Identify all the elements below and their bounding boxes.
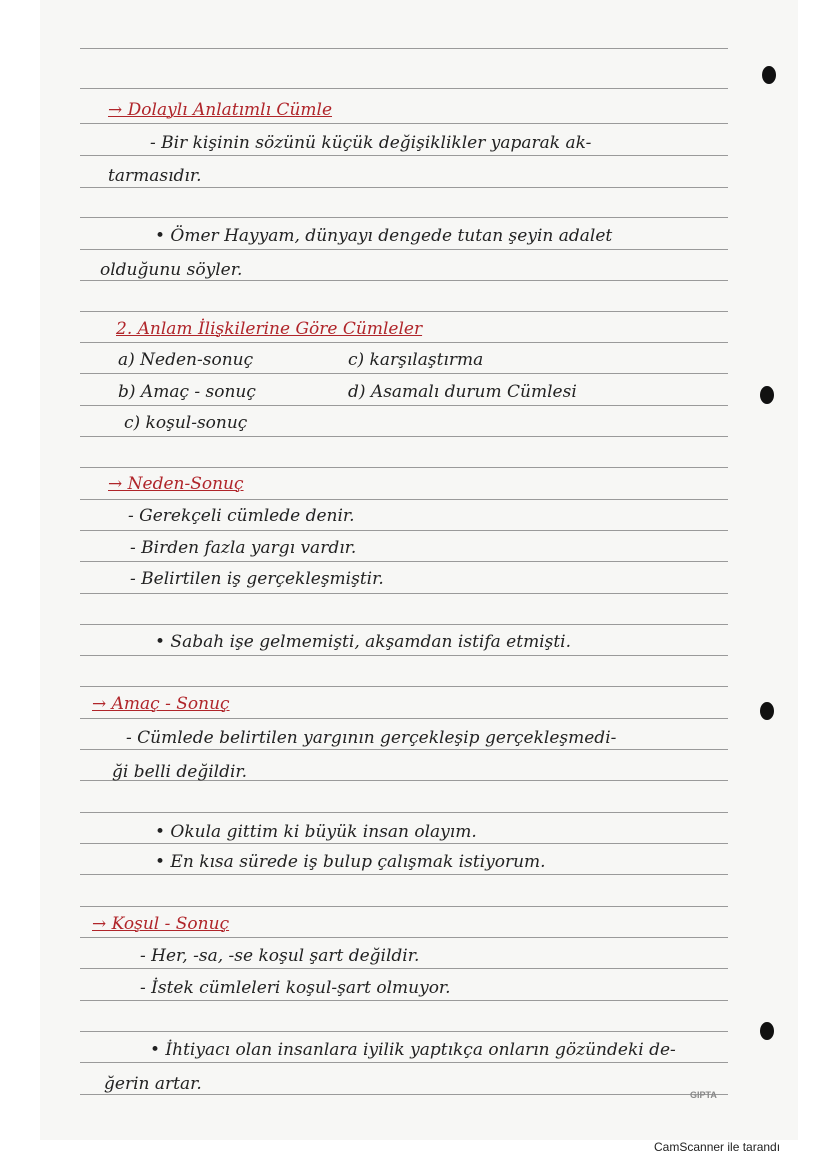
heading-neden-sonuc: → Neden-Sonuç	[108, 474, 244, 494]
list-item: d) Asamalı durum Cümlesi	[348, 382, 577, 402]
example-line: • Okula gittim ki büyük insan olayım.	[155, 822, 477, 842]
binder-hole	[760, 386, 774, 404]
ruled-line	[80, 48, 728, 49]
ruled-line	[80, 655, 728, 656]
ruled-line	[80, 624, 728, 625]
ruled-line	[80, 155, 728, 156]
ruled-line	[80, 311, 728, 312]
ruled-line	[80, 1094, 728, 1095]
ruled-line	[80, 843, 728, 844]
ruled-line	[80, 561, 728, 562]
scanner-footer: CamScanner ile tarandı	[654, 1140, 781, 1154]
ruled-line	[80, 749, 728, 750]
ruled-line	[80, 249, 728, 250]
ruled-line	[80, 88, 728, 89]
ruled-line	[80, 187, 728, 188]
ruled-line	[80, 686, 728, 687]
ruled-line	[80, 812, 728, 813]
ruled-line	[80, 373, 728, 374]
ruled-line	[80, 467, 728, 468]
note-line: - Birden fazla yargı vardır.	[130, 538, 357, 558]
ruled-line	[80, 530, 728, 531]
ruled-line	[80, 499, 728, 500]
note-line: - Cümlede belirtilen yargının gerçekleşip gerçekleşmedi-	[126, 728, 617, 748]
heading-anlam-iliskileri: 2. Anlam İlişkilerine Göre Cümleler	[116, 319, 423, 339]
note-line: - Her, -sa, -se koşul şart değildir.	[140, 946, 420, 966]
example-line: • Ömer Hayyam, dünyayı dengede tutan şeyin adalet	[155, 226, 613, 246]
heading-amac-sonuc: → Amaç - Sonuç	[92, 694, 230, 714]
example-line: olduğunu söyler.	[100, 260, 243, 280]
ruled-line	[80, 405, 728, 406]
heading-kosul-sonuc: → Koşul - Sonuç	[92, 914, 230, 934]
example-line: • En kısa sürede iş bulup çalışmak istiyorum.	[155, 852, 546, 872]
note-line: - İstek cümleleri koşul-şart olmuyor.	[140, 978, 451, 998]
list-item: c) karşılaştırma	[348, 350, 484, 370]
list-item: a) Neden-sonuç	[118, 350, 254, 370]
ruled-line	[80, 968, 728, 969]
example-line: • Sabah işe gelmemişti, akşamdan istifa etmişti.	[155, 632, 572, 652]
ruled-line	[80, 718, 728, 719]
ruled-line	[80, 280, 728, 281]
ruled-line	[80, 436, 728, 437]
example-line: ğerin artar.	[104, 1074, 202, 1094]
binder-hole	[762, 66, 776, 84]
note-line: ği belli değildir.	[112, 762, 248, 782]
ruled-line	[80, 1062, 728, 1063]
ruled-line	[80, 1031, 728, 1032]
ruled-line	[80, 1000, 728, 1001]
note-line: - Belirtilen iş gerçekleşmiştir.	[130, 569, 384, 589]
list-item: b) Amaç - sonuç	[118, 382, 256, 402]
note-line: - Bir kişinin sözünü küçük değişiklikler yaparak ak-	[150, 133, 592, 153]
ruled-line	[80, 874, 728, 875]
notebook-brand-logo: GIPTA	[690, 1090, 717, 1100]
binder-hole	[760, 702, 774, 720]
ruled-line	[80, 593, 728, 594]
note-line: tarmasıdır.	[108, 166, 202, 186]
note-line: - Gerekçeli cümlede denir.	[128, 506, 355, 526]
list-item: c) koşul-sonuç	[124, 413, 248, 433]
ruled-line	[80, 217, 728, 218]
ruled-line	[80, 342, 728, 343]
heading-dolayli-anlatim: → Dolaylı Anlatımlı Cümle	[108, 100, 333, 120]
ruled-line	[80, 123, 728, 124]
ruled-line	[80, 937, 728, 938]
binder-hole	[760, 1022, 774, 1040]
ruled-line	[80, 906, 728, 907]
example-line: • İhtiyacı olan insanlara iyilik yaptıkça onların gözündeki de-	[150, 1040, 676, 1060]
